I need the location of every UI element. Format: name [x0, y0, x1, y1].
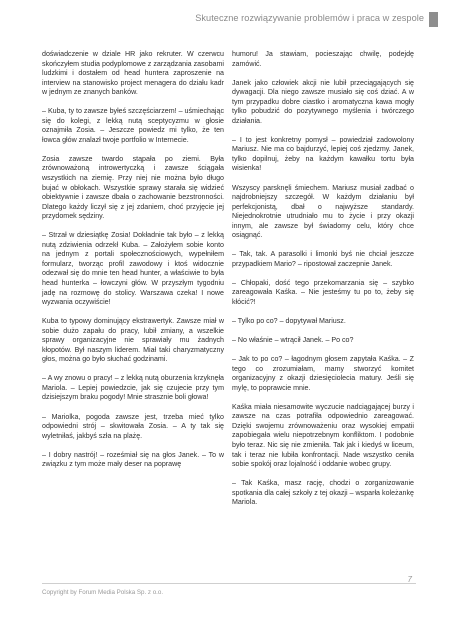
paragraph: – Chłopaki, dość tego przekomarzania się – szybko zareagowała Kaśka. – Nie jesteśmy tu po to, żeby się kłócić?! [232, 278, 414, 306]
paragraph: – Tak, tak. A parasolki i limonki byś nie chciał jeszcze przypadkiem Mario? – ripostował zaczepnie Janek. [232, 250, 414, 268]
paragraph: – Tylko po co? – dopytywał Mariusz. [232, 317, 346, 326]
running-header-title: Skuteczne rozwiązywanie problemów i praca w zespole [195, 13, 424, 23]
paragraph: – Kuba, ty to zawsze byłeś szczęściarzem! – uśmiechając się do kolegi, z lekką nutą sceptycyzmu w głosie oznajmiła Zosia. – Jeszcze powiedz mi tylko, że ten łowca głów znalazł twoje portfolio w Internecie. [42, 107, 224, 144]
footer-divider [42, 583, 416, 584]
header-accent-bar [429, 12, 438, 27]
paragraph: – A wy znowu o pracy! – z lekką nutą oburzenia krzyknęła Mariola. – Lepiej powiedzcie, jak się czujecie przy tym dzisiejszym braku pogody! Mnie strasznie boli głowa! [42, 374, 224, 402]
paragraph: – No właśnie – wtrącił Janek. – Po co? [232, 336, 354, 345]
paragraph: – Mariolka, pogoda zawsze jest, trzeba mieć tylko odpowiedni strój – skwitowała Zosia. – A ty tak się wyletniłaś, jakbyś szła na plażę. [42, 412, 224, 440]
page-number: 7 [407, 575, 412, 584]
paragraph: humoru! Ja stawiam, pocieszając chwilę, podejdę zamówić. [232, 50, 414, 68]
paragraph: – I dobry nastrój! – roześmiał się na głos Janek. – To w związku z tym może mały deser na poprawę [42, 450, 224, 469]
paragraph: Janek jako człowiek akcji nie lubił przeciągających się dywagacji. Dla niego zawsze musiało się coś dziać. A w tym przypadku dobre ciastko i aromatyczna kawa mogły tylko pobudzić do pozytywnego myślenia i twórczego działania. [232, 78, 414, 125]
paragraph: doświadczenie w dziale HR jako rekruter. W czerwcu skończyłem studia podyplomowe z zarządzania zasobami ludzkimi i dostałem od head huntera zaproszenie na interview na stanowisko project menagera do działu kadr w jednym ze znanych banków. [42, 50, 224, 97]
paragraph: Zosia zawsze twardo stąpała po ziemi. Była zrównoważoną introwertyczką i zawsze ściągała wszystkich na ziemię. Przy niej nie można było długo bujać w obłokach. Wszystkie sprawy starała się widzieć obiektywnie i zawsze dbała o zachowanie bezstronności. Dlatego każdy liczył się z jej zdaniem, choć przyjęcie jej przydomek sędziny. [42, 154, 224, 221]
left-text-column [42, 50, 224, 479]
paragraph: – I to jest konkretny pomysł – powiedział zadowolony Mariusz. Nie ma co bajdurzyć, lepiej coś zjedzmy. Janek, tylko dopilnuj, żeby na każdym kawałku tortu była wisienka! [232, 135, 414, 173]
paragraph: – Strzał w dziesiątkę Zosia! Dokładnie tak było – z lekką nutą zdziwienia odrzekł Kuba. – Założyłem sobie konto na jednym z portali społecznościowych, wypełniłem formularz, tworząc profil zawodowy i ktoś widocznie odezwał się do mnie ten head hunter, a właściwie to była head hunterka – łowczyni głów. W przyszłym tygodniu jadę na rozmowę do stolicy. Warszawa czeka! I nowe wyzwania oczywiście! [42, 231, 224, 307]
paragraph: Kaśka miała niesamowite wyczucie nadciągającej burzy i zawsze na czas potrafiła odpowiednio zareagować. Dzięki swojemu zrównoważeniu oraz wysokiej empatii zapobiegała wielu niepotrzebnym konfliktom. I podobnie było teraz. Nic się nie zmieniła. Tak jak i kiedyś w liceum, tak i teraz nie lubiła konfrontacji. Nade wszystko ceniła sobie spokój oraz lojalność i oddanie wobec grupy. [232, 402, 414, 469]
footer-copyright: Copyright by Forum Media Polska Sp. z o.o. [42, 589, 164, 596]
paragraph: Wszyscy parsknęli śmiechem. Mariusz musiał zadbać o najdrobniejszy szczegół. W każdym działaniu był perfekcjonistą, dbał o najwyższe standardy. Niejednokrotnie utrudniało mu to życie i przy okazji innym, ale zawsze był świadomy celu, który chce osiągnąć. [232, 183, 414, 240]
paragraph: Kuba to typowy dominujący ekstrawertyk. Zawsze miał w sobie dużo zapału do pracy, lubił zmiany, a wszelkie sprawy organizacyjne nie sprawiały mu żadnych kłopotów. Był naszym liderem. Miał taki charyzmatyczny głos, można go było słuchać godzinami. [42, 317, 224, 364]
right-text-column [232, 50, 414, 517]
paragraph: – Jak to po co? – łagodnym głosem zapytała Kaśka. – Z tego co zrozumiałam, mamy stworzyć komitet organizacyjny z okazji dziesięciolecia matury. Jeśli się mylę, to poprawcie mnie. [232, 355, 414, 392]
page-header [0, 12, 450, 28]
paragraph: – Tak Kaśka, masz rację, chodzi o zorganizowanie spotkania dla całej szkoły z tej okazji – wsparła koleżankę Mariola. [232, 479, 414, 507]
